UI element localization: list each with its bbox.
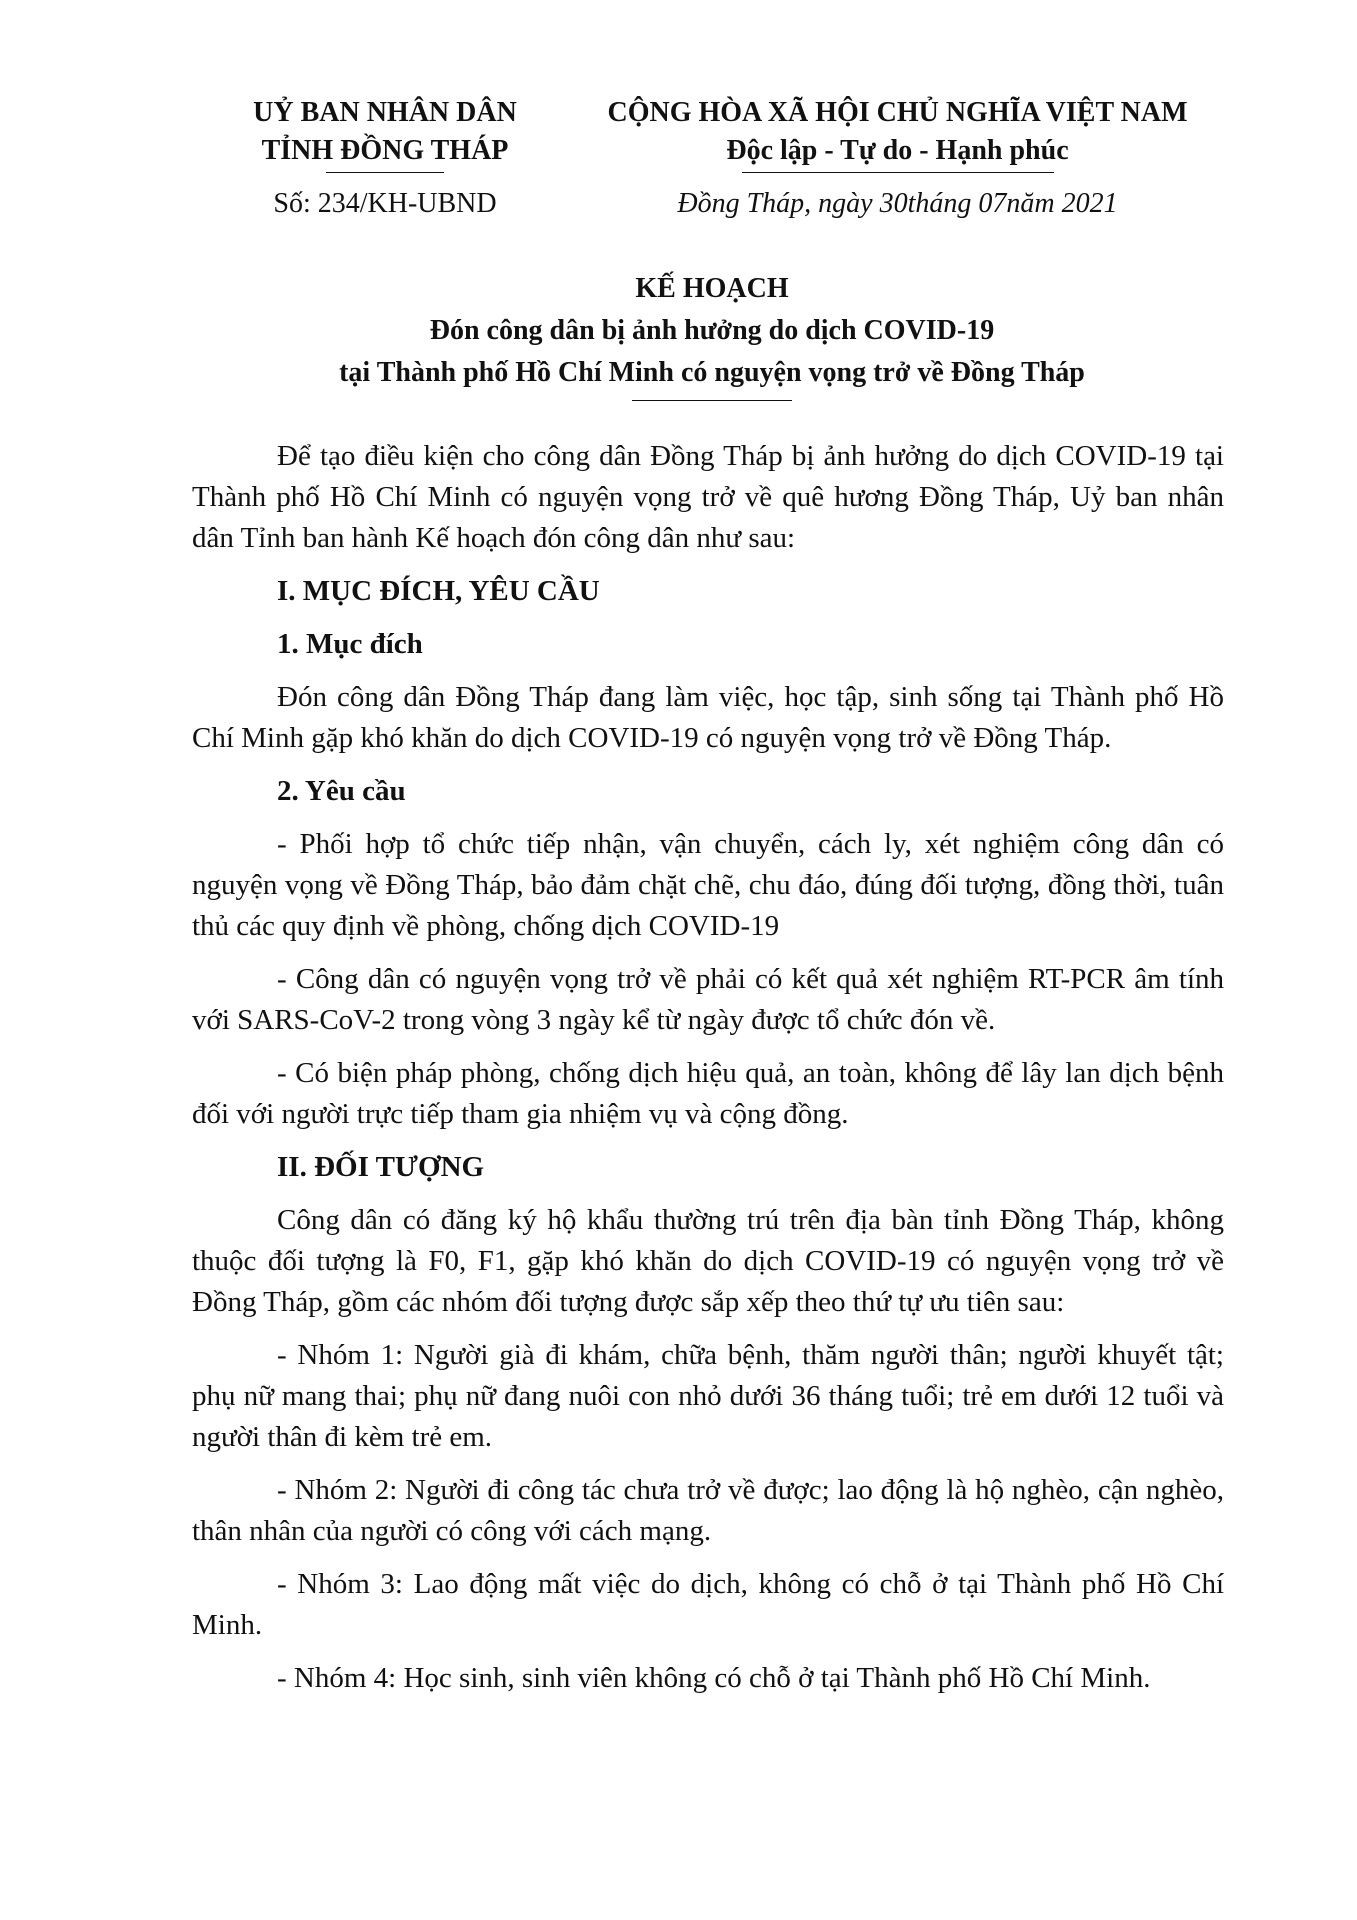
target-group-paragraph: Công dân có đăng ký hộ khẩu thường trú trên địa bàn tỉnh Đồng Tháp, không thuộc đối tượng là F0, F1, gặp khó khăn do dịch COVID-19 có nguyện vọng trở về Đồng Tháp, gồm các nhóm đối tượng được sắp xếp theo thứ tự ưu tiên sau:	[192, 1204, 1224, 1318]
document-body	[192, 436, 1224, 1711]
group-item: - Nhóm 3: Lao động mất việc do dịch, không có chỗ ở tại Thành phố Hồ Chí Minh.	[192, 1568, 1224, 1641]
intro-paragraph: Để tạo điều kiện cho công dân Đồng Tháp bị ảnh hưởng do dịch COVID-19 tại Thành phố Hồ Chí Minh có nguyện vọng trở về quê hương Đồng Tháp, Uỷ ban nhân dân Tỉnh ban hành Kế hoạch đón công dân như sau:	[192, 440, 1224, 554]
requirement-item: - Công dân có nguyện vọng trở về phải có kết quả xét nghiệm RT-PCR âm tính với SARS-CoV-2 trong vòng 3 ngày kể từ ngày được tổ chức đón về.	[192, 963, 1224, 1036]
document-type-title: KẾ HOẠCH	[635, 273, 789, 304]
document-subject-line1: Đón công dân bị ảnh hưởng do dịch COVID-19	[429, 315, 995, 346]
place-and-date: Đồng Tháp, ngày 30tháng 07năm 2021	[677, 188, 1118, 219]
agency-name-line1: UỶ BAN NHÂN DÂN	[253, 97, 517, 128]
issuing-agency-block	[215, 94, 555, 223]
national-motto-block	[570, 94, 1225, 223]
subsection-2-heading: 2. Yêu cầu	[277, 775, 406, 807]
section-2-heading: II. ĐỐI TƯỢNG	[277, 1151, 485, 1183]
requirement-item: - Phối hợp tổ chức tiếp nhận, vận chuyển, cách ly, xét nghiệm công dân có nguyện vọng về Đồng Tháp, bảo đảm chặt chẽ, chu đáo, đúng đối tượng, đồng thời, tuân thủ các quy định về phòng, chống dịch COVID-19	[192, 828, 1224, 942]
group-item: - Nhóm 1: Người già đi khám, chữa bệnh, thăm người thân; người khuyết tật; phụ nữ mang thai; phụ nữ đang nuôi con nhỏ dưới 36 tháng tuổi; trẻ em dưới 12 tuổi và người thân đi kèm trẻ em.	[192, 1339, 1224, 1453]
title-underline	[632, 400, 792, 401]
group-item: - Nhóm 4: Học sinh, sinh viên không có chỗ ở tại Thành phố Hồ Chí Minh.	[277, 1662, 1151, 1694]
group-item: - Nhóm 2: Người đi công tác chưa trở về được; lao động là hộ nghèo, cận nghèo, thân nhân của người có công với cách mạng.	[192, 1474, 1224, 1547]
document-number: Số: 234/KH-UBND	[273, 188, 497, 219]
purpose-paragraph: Đón công dân Đồng Tháp đang làm việc, học tập, sinh sống tại Thành phố Hồ Chí Minh gặp khó khăn do dịch COVID-19 có nguyện vọng trở về Đồng Tháp.	[192, 681, 1224, 754]
document-subject-line2: tại Thành phố Hồ Chí Minh có nguyện vọng trở về Đồng Tháp	[339, 357, 1085, 388]
motto-underline	[742, 172, 1054, 173]
nation-name: CỘNG HÒA XÃ HỘI CHỦ NGHĨA VIỆT NAM	[607, 97, 1188, 128]
agency-name-line2: TỈNH ĐỒNG THÁP	[261, 135, 509, 166]
agency-underline	[326, 172, 444, 173]
section-1-heading: I. MỤC ĐÍCH, YÊU CẦU	[277, 575, 600, 607]
national-motto: Độc lập - Tự do - Hạnh phúc	[726, 135, 1069, 166]
requirement-item: - Có biện pháp phòng, chống dịch hiệu quả, an toàn, không để lây lan dịch bệnh đối với người trực tiếp tham gia nhiệm vụ và cộng đồng.	[192, 1057, 1224, 1130]
document-title-block	[160, 268, 1264, 401]
subsection-1-heading: 1. Mục đích	[277, 628, 423, 660]
